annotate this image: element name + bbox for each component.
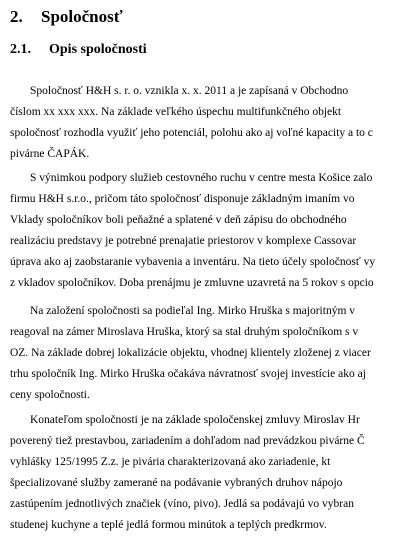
paragraph-line: z vkladov spoločníkov. Doba prenájmu je zmluvne uzavretá na 5 rokov s opcio (10, 277, 374, 289)
paragraph-line: Spoločnosť H&H s. r. o. vznikla x. x. 2011 a je zapísaná v Obchodno (30, 85, 349, 97)
paragraph-line: úprava ako aj zaobstaranie vybavenia a inventáru. Na tieto účely spoločnosť vy (10, 256, 376, 268)
paragraph-line: vyhlášky 125/1995 Z.z. je pivária charakterizovaná ako zariadenie, kt (10, 456, 331, 468)
paragraph-line: studenej kuchyne a teplé jedlá formou minútok a teplých predkrmov. (10, 519, 327, 531)
subsection-title: Opis spoločnosti (49, 42, 147, 57)
paragraph-line: poverený tiež prestavbou, zariadením a dohľadom nad prevádzkou pivárne Č (10, 435, 365, 447)
subsection-heading (10, 42, 147, 58)
paragraph-line: realizáciu predstavy je potrebné prenajatie priestorov v komplexe Cassovar (10, 235, 357, 247)
paragraph-line: S výnimkou podpory služieb cestovného ruchu v centre mesta Košice zalo (30, 172, 373, 184)
paragraph-line: ceny spoločnosti. (10, 389, 90, 401)
paragraph-line: špecializované služby zamerané na podávanie vybraných druhov nápojo (10, 477, 343, 489)
paragraph-line: číslom xx xxx xxx. Na základe veľkého úspechu multifunkčného objekt (10, 106, 342, 118)
paragraph-line: OZ. Na základe dobrej lokalizácie objektu, vhodnej klientely zloženej z viacer (10, 347, 371, 359)
paragraph-line: Na založení spoločnosti sa podieľal Ing. Mirko Hruška s majoritným v (30, 305, 356, 317)
paragraph-line: reagoval na zámer Miroslava Hruška, ktorý sa stal druhým spoločníkom s v (10, 326, 359, 338)
subsection-number: 2.1. (10, 42, 31, 57)
section-heading (10, 7, 123, 27)
paragraph-line: Vklady spoločníkov boli peňažné a splatené v deň zápisu do obchodného (10, 214, 347, 226)
paragraph-line: zastúpením jednotlivých značiek (víno, pivo). Jedlá sa podávajú vo vybran (10, 498, 354, 510)
paragraph-line: firmu H&H s.r.o., pričom táto spoločnosť disponuje základným imaním vo (10, 193, 355, 205)
paragraph-line: trhu spoločník Ing. Mirko Hruška očakáva návratnosť svojej investície ako aj (10, 368, 366, 380)
section-number: 2. (10, 7, 23, 26)
section-title: Spoločnosť (41, 7, 123, 26)
paragraph-line: spoločnosť rozhodla využiť jeho potenciál, polohu ako aj voľné kapacity a to c (10, 127, 373, 139)
paragraph-line: pivárne ČAPÁK. (10, 148, 90, 160)
paragraph-line: Konateľom spoločnosti je na základe spoločenskej zmluvy Miroslav Hr (30, 414, 360, 426)
